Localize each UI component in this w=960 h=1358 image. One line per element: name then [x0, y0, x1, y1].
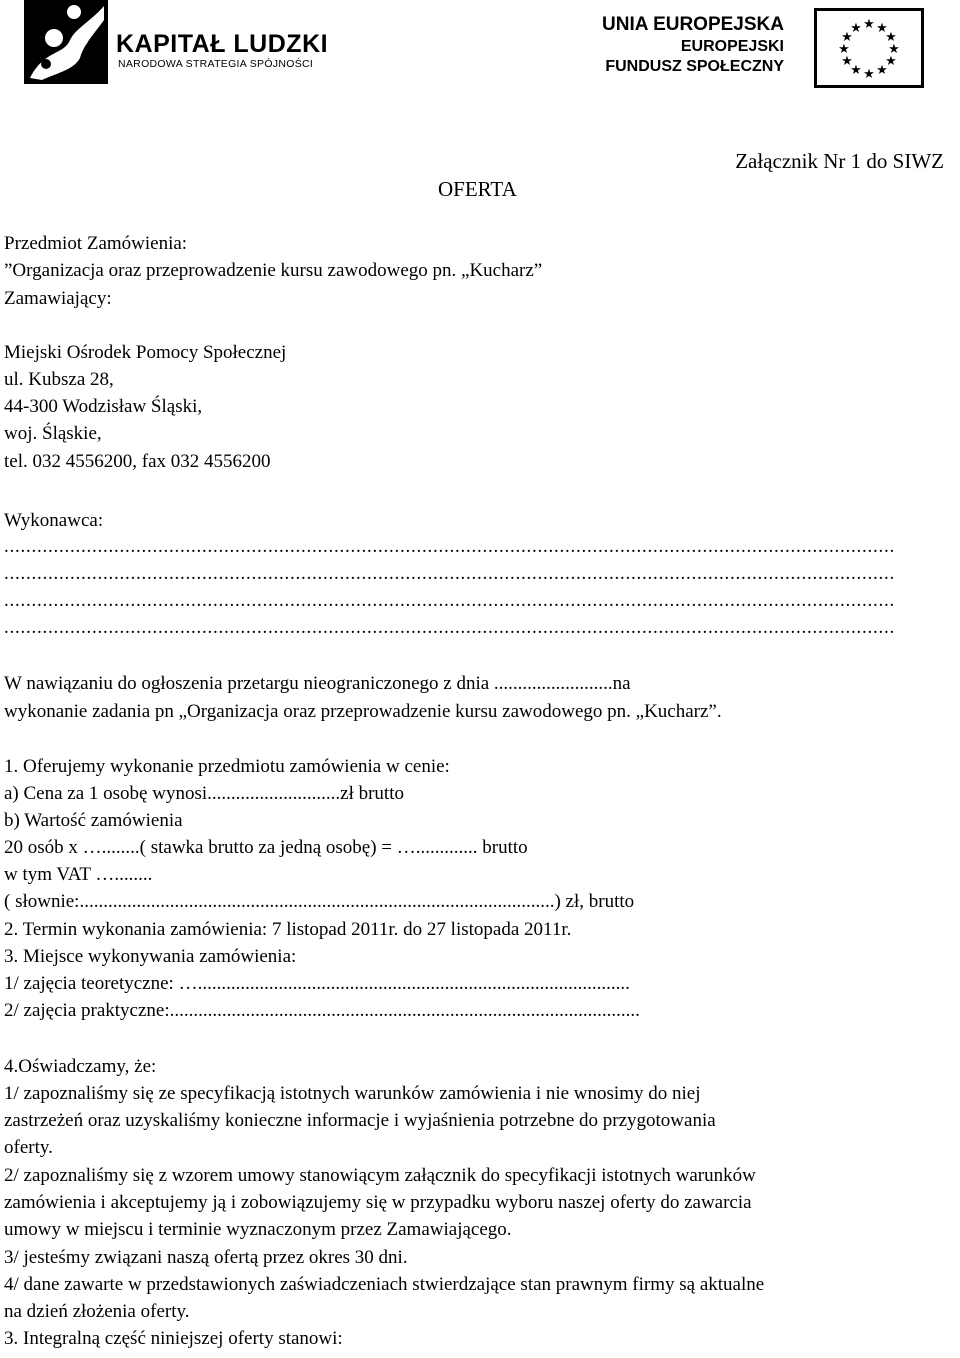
body-line: ul. Kubsza 28,: [4, 369, 114, 390]
dotted-line: ..................................................................................................................................................................: [4, 563, 895, 584]
body-line: Zamawiający:: [4, 288, 112, 309]
svg-text:★: ★: [876, 21, 888, 36]
svg-text:★: ★: [850, 63, 862, 78]
body-line: Przedmiot Zamówienia:: [4, 233, 188, 254]
svg-text:★: ★: [863, 17, 875, 32]
body-line: 4.Oświadczamy, że:: [4, 1056, 157, 1077]
body-line: woj. Śląskie,: [4, 423, 102, 444]
body-line: 3/ jesteśmy związani naszą ofertą przez okres 30 dni.: [4, 1247, 408, 1268]
svg-text:★: ★: [841, 54, 853, 69]
attachment-label: Załącznik Nr 1 do SIWZ: [735, 149, 944, 173]
body-line: 4/ dane zawarte w przedstawionych zaświadczeniach stwierdzające stan prawnym firmy są aktualne: [4, 1274, 765, 1295]
kapital-ludzki-title: KAPITAŁ LUDZKI: [116, 30, 329, 58]
dotted-line: ..................................................................................................................................................................: [4, 590, 895, 611]
svg-text:★: ★: [888, 42, 900, 57]
svg-text:★: ★: [850, 21, 862, 36]
svg-text:★: ★: [885, 54, 897, 69]
body-line: Wykonawca:: [4, 510, 104, 531]
body-line: 3. Integralną część niniejszej oferty stanowi:: [4, 1328, 343, 1349]
body-line: 20 osób x …........( stawka brutto za jedną osobę) = …............. brutto: [4, 837, 528, 858]
body-line: W nawiązaniu do ogłoszenia przetargu nieograniczonego z dnia .........................na: [4, 673, 631, 694]
body-line: oferty.: [4, 1137, 53, 1158]
kapital-ludzki-subtitle: NARODOWA STRATEGIA SPÓJNOŚCI: [118, 58, 314, 70]
eu-logo-line-1: UNIA EUROPEJSKA: [602, 14, 784, 35]
body-line: a) Cena za 1 osobę wynosi............................zł brutto: [4, 783, 404, 804]
body-line: 44-300 Wodzisław Śląski,: [4, 396, 203, 417]
body-line: b) Wartość zamówienia: [4, 810, 183, 831]
svg-text:★: ★: [838, 42, 850, 57]
body-line: 2. Termin wykonania zamówienia: 7 listopad 2011r. do 27 listopada 2011r.: [4, 919, 572, 940]
body-line: 3. Miejsce wykonywania zamówienia:: [4, 946, 297, 967]
body-line: w tym VAT …........: [4, 864, 153, 885]
dotted-line: ..................................................................................................................................................................: [4, 536, 895, 557]
body-line: zastrzeżeń oraz uzyskaliśmy konieczne informacje i wyjaśnienia potrzebne do przygotowania: [4, 1110, 716, 1131]
svg-text:★: ★: [841, 30, 853, 45]
document-title: OFERTA: [438, 177, 517, 201]
body-line: wykonanie zadania pn „Organizacja oraz przeprowadzenie kursu zawodowego pn. „Kucharz”.: [4, 701, 722, 722]
body-line: na dzień złożenia oferty.: [4, 1301, 190, 1322]
svg-text:★: ★: [885, 30, 897, 45]
body-line: ( słownie:....................................................................................................) zł, brutto: [4, 891, 635, 912]
body-line: 1/ zajęcia teoretyczne: …...........................................................................................: [4, 973, 630, 994]
eu-logo-line-2: EUROPEJSKI: [680, 38, 784, 55]
body-line: zamówienia i akceptujemy ją i zobowiązujemy się w przypadku wyboru naszej oferty do zawarcia: [4, 1192, 752, 1213]
body-line: Miejski Ośrodek Pomocy Społecznej: [4, 342, 287, 363]
body-line: umowy w miejscu i terminie wyznaczonym przez Zamawiającego.: [4, 1219, 512, 1240]
eu-flag-icon: [814, 8, 924, 88]
svg-text:★: ★: [876, 63, 888, 78]
body-line: 2/ zajęcia praktyczne:...................................................................................................: [4, 1000, 640, 1021]
body-line: tel. 032 4556200, fax 032 4556200: [4, 451, 271, 472]
eu-logo: [602, 8, 924, 88]
eu-logo-line-3: FUNDUSZ SPOŁECZNY: [605, 58, 784, 75]
svg-text:★: ★: [863, 67, 875, 82]
body-line: 2/ zapoznaliśmy się z wzorem umowy stanowiącym załącznik do specyfikacji istotnych warunków: [4, 1165, 756, 1186]
body-line: ”Organizacja oraz przeprowadzenie kursu zawodowego pn. „Kucharz”: [4, 260, 543, 281]
kapital-ludzki-logo: [24, 0, 329, 84]
body-line: 1/ zapoznaliśmy się ze specyfikacją istotnych warunków zamówienia i nie wnosimy do niej: [4, 1083, 701, 1104]
dotted-line: ..................................................................................................................................................................: [4, 617, 895, 638]
body-line: 1. Oferujemy wykonanie przedmiotu zamówienia w cenie:: [4, 756, 450, 777]
kapital-ludzki-mark-icon: [24, 0, 108, 84]
